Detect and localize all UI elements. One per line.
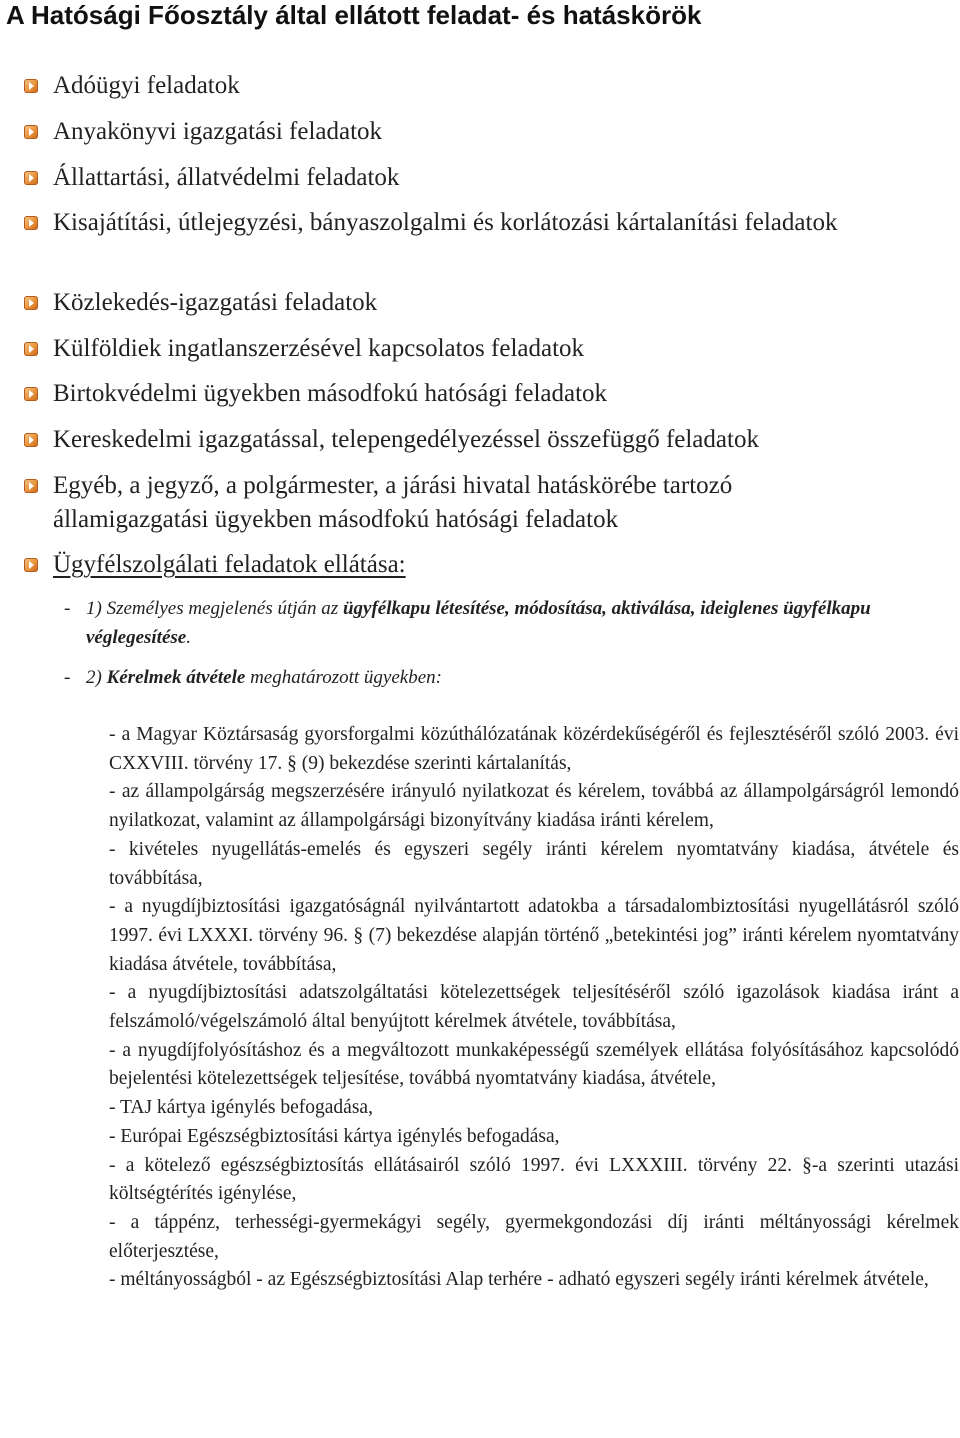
list-item: - a táppénz, terhességi-gyermekágyi segély, gyermekgondozási díj iránti méltányossági kérelmek előterjesztése,: [109, 1211, 959, 1262]
list-item: - a nyugdíjbiztosítási adatszolgáltatási kötelezettségek teljesítéséről szóló igazolások kiadása iránt a felszámoló/végelszámoló által benyújtott kérelmek átvétele, továbbítása,: [109, 982, 959, 1033]
orange-bullet-icon: [24, 387, 38, 401]
orange-bullet-icon: [24, 125, 38, 139]
bullet-text: Kereskedelmi igazgatással, telepengedélyezéssel összefüggő feladatok: [53, 426, 759, 453]
sub-item-ugyfelkapu: [64, 594, 944, 654]
list-item: - a nyugdíjfolyósításhoz és a megváltozott munkaképességű személyek ellátása folyósításához kapcsolódó bejelentési kötelezettségek teljesítése, továbbá nyomtatvány kiadása, átvétele,: [109, 1039, 959, 1090]
list-item: - méltányosságból - az Egészségbiztosítási Alap terhére - adható egyszeri segély iránti kérelmek átvétele,: [109, 1269, 929, 1291]
sub-item-text: 1) Személyes megjelenés útján az ügyfélkapu létesítése, módosítása, aktiválása, ideiglenes ügyfélkapu véglegesítése.: [86, 598, 871, 648]
orange-bullet-icon: [24, 342, 38, 356]
orange-bullet-icon: [24, 558, 38, 572]
bullet-text: Adóügyi feladatok: [53, 72, 240, 99]
bullet-text: Egyéb, a jegyző, a polgármester, a járási hivatal hatáskörébe tartozó államigazgatási ügyekben másodfokú hatósági feladatok: [53, 472, 733, 533]
kerelmek-list: [109, 721, 959, 1295]
orange-bullet-icon: [24, 171, 38, 185]
orange-bullet-icon: [24, 216, 38, 230]
bullet-text: Külföldiek ingatlanszerzésével kapcsolatos feladatok: [53, 335, 585, 362]
bullet-text: Ügyfélszolgálati feladatok ellátása:: [53, 551, 406, 578]
list-item: - a nyugdíjbiztosítási igazgatóságnál nyilvántartott adatokba a társadalombiztosítási nyugellátásról szóló 1997. évi LXXXI. törvény 96. § (7) bekezdése alapján történő „betekintési jog” iránti kérelem nyomtatvány kiadása átvétele, továbbítása,: [109, 896, 959, 975]
bullet-text: Közlekedés-igazgatási feladatok: [53, 289, 378, 316]
bullet-text: Birtokvédelmi ügyekben másodfokú hatósági feladatok: [53, 380, 608, 407]
list-item: - Európai Egészségbiztosítási kártya igénylés befogadása,: [109, 1125, 560, 1147]
list-item: - a kötelező egészségbiztosítás ellátásairól szóló 1997. évi LXXXIII. törvény 22. §-a szerinti utazási költségtérítés igénylése,: [109, 1154, 959, 1205]
sub-item-text: 2) Kérelmek átvétele meghatározott ügyekben:: [86, 667, 442, 688]
orange-bullet-icon: [24, 79, 38, 93]
bullet-text: Anyakönyvi igazgatási feladatok: [53, 118, 383, 145]
orange-bullet-icon: [24, 296, 38, 310]
sub-item-kerelmek: [64, 663, 944, 693]
page-title: A Hatósági Főosztály által ellátott feladat- és hatáskörök: [6, 0, 702, 30]
bullet-text: Kisajátítási, útlejegyzési, bányaszolgalmi és korlátozási kártalanítási feladatok: [53, 209, 838, 236]
list-item: - TAJ kártya igénylés befogadása,: [109, 1097, 373, 1119]
list-item: - az állampolgárság megszerzésére irányuló nyilatkozat és kérelem, továbbá az állampolgárságról lemondó nyilatkozat, valamint az állampolgársági bizonyítvány kiadása iránti kérelem,: [109, 781, 959, 832]
orange-bullet-icon: [24, 479, 38, 493]
bullet-text: Állattartási, állatvédelmi feladatok: [53, 164, 400, 191]
dash: -: [64, 667, 71, 688]
orange-bullet-icon: [24, 433, 38, 447]
list-item: - a Magyar Köztársaság gyorsforgalmi közúthálózatának közérdekűségéről és fejlesztéséről szóló 2003. évi CXXVIII. törvény 17. § (9) bekezdése szerinti kártalanítás,: [109, 724, 959, 774]
list-item: - kivételes nyugellátás-emelés és egyszeri segély iránti kérelem nyomtatvány kiadása, átvétele és továbbítása,: [109, 838, 959, 889]
dash: -: [64, 598, 71, 619]
